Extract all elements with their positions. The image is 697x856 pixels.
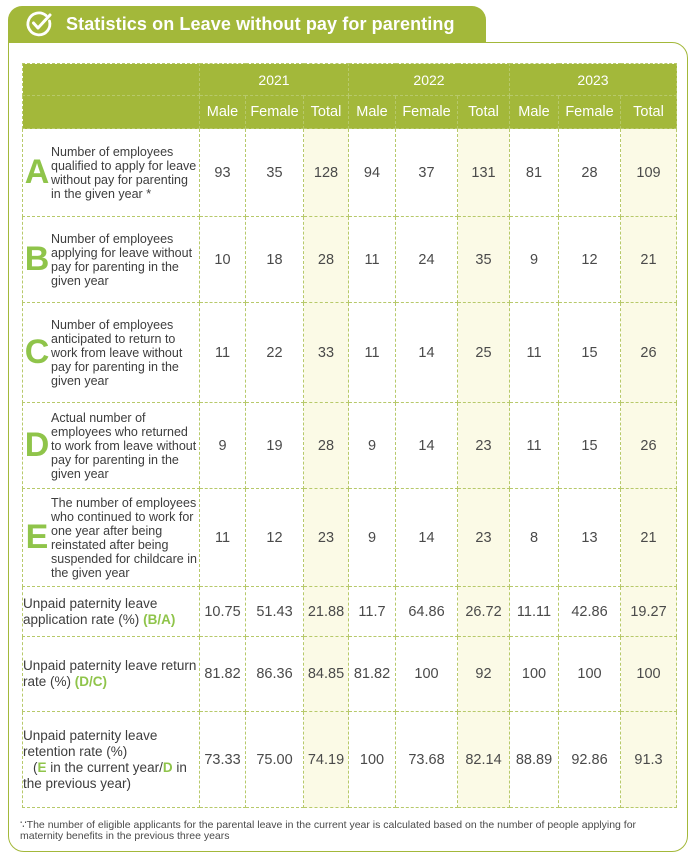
table-cell: 23 [304,489,349,587]
table-cell: 21 [621,217,677,303]
table-row [23,587,677,637]
column-header: Male [510,96,559,129]
table-cell: 14 [396,303,458,403]
table-cell: 11 [510,403,559,489]
subheader-row [23,96,677,129]
table-cell: 75.00 [246,712,304,808]
table-cell: 73.33 [200,712,246,808]
table-cell: 74.19 [304,712,349,808]
table-cell: 15 [559,403,621,489]
table-cell: 9 [200,403,246,489]
table-cell: 19 [246,403,304,489]
title-bar [8,6,486,42]
row-description: Number of employees anticipated to return to work from leave without pay for parenting in the given year [51,317,183,388]
row-description: Actual number of employees who returned to work from leave without pay for parenting in the given year [51,410,197,481]
table-cell: 73.68 [396,712,458,808]
column-header: Female [559,96,621,129]
table-cell: 24 [396,217,458,303]
rate-formula: (D/C) [74,674,108,689]
row-letter: E [25,518,49,556]
table-cell: 11 [200,489,246,587]
year-header: 2023 [510,64,677,96]
table-cell: 86.36 [246,637,304,712]
table-cell: 23 [458,403,510,489]
table-cell: 92.86 [559,712,621,808]
rate-label [23,587,200,637]
table-cell: 100 [349,712,396,808]
table-cell: 26 [621,403,677,489]
column-header: Total [304,96,349,129]
table-cell: 51.43 [246,587,304,637]
column-header: Female [396,96,458,129]
row-letter: D [24,426,50,464]
table-cell: 8 [510,489,559,587]
table-cell: 100 [621,637,677,712]
table-cell: 37 [396,129,458,217]
row-description: Number of employees qualified to apply for leave without pay for parenting in the given year * [51,144,197,201]
table-row [23,403,677,489]
footnote: ∵The number of eligible applicants for the parental leave in the current year is calculated based on the number of people applying for maternity benefits in the previous three years [20,819,637,842]
table-cell: 100 [396,637,458,712]
table-cell: 14 [396,489,458,587]
year-header: 2021 [200,64,349,96]
year-header: 2022 [349,64,510,96]
table-cell: 81 [510,129,559,217]
header-corner [23,96,200,129]
row-label [23,303,200,403]
rate-formula-end: in the previous year) [23,759,187,791]
table-cell: 18 [246,217,304,303]
row-letter: C [24,333,50,371]
table-cell: 11 [349,303,396,403]
rate-formula-e: E [37,759,47,775]
row-letter: B [24,240,50,278]
row-letter: A [24,153,50,191]
table-row [23,489,677,587]
rate-label-text: Unpaid paternity leave return rate (%) [23,658,197,689]
rate-formula: (B/A) [143,611,176,627]
table-cell: 11 [510,303,559,403]
row-label [23,489,200,587]
table-cell: 21 [621,489,677,587]
table-cell: 11.11 [510,587,559,637]
column-header: Total [458,96,510,129]
table-cell: 28 [304,403,349,489]
rate-label-text: Unpaid paternity leave retention rate (%) [23,727,158,759]
table-cell: 28 [559,129,621,217]
table-cell: 92 [458,637,510,712]
table-cell: 42.86 [559,587,621,637]
header-corner [23,64,200,96]
table-row [23,712,677,808]
rate-formula-d: D [162,759,173,775]
table-cell: 26.72 [458,587,510,637]
year-header-row [23,64,677,96]
table-cell: 109 [621,129,677,217]
table-cell: 12 [246,489,304,587]
table-cell: 9 [510,217,559,303]
table-cell: 11 [200,303,246,403]
table-cell: 81.82 [349,637,396,712]
table-cell: 82.14 [458,712,510,808]
table-cell: 15 [559,303,621,403]
table-cell: 35 [246,129,304,217]
checkmark-circle-icon [24,9,54,39]
row-description: The number of employees who continued to work for one year after being reinstated after being suspended for childcare in the given year [51,495,197,580]
rate-formula-paren: ( [33,759,38,775]
rate-formula-mid: in the current year/ [46,759,163,775]
rate-label [23,637,200,712]
table-row [23,303,677,403]
table-cell: 11 [349,217,396,303]
row-label [23,403,200,489]
table-cell: 11.7 [349,587,396,637]
table-cell: 35 [458,217,510,303]
table-cell: 10.75 [200,587,246,637]
column-header: Total [621,96,677,129]
table-cell: 10 [200,217,246,303]
table-cell: 28 [304,217,349,303]
table-cell: 33 [304,303,349,403]
table-cell: 14 [396,403,458,489]
table-cell: 91.3 [621,712,677,808]
table-cell: 93 [200,129,246,217]
table-row [23,637,677,712]
table-cell: 25 [458,303,510,403]
rate-label-text: Unpaid paternity leave application rate (%) [23,595,158,627]
column-header: Male [200,96,246,129]
table-cell: 84.85 [304,637,349,712]
table-cell: 88.89 [510,712,559,808]
table-cell: 19.27 [621,587,677,637]
table-cell: 100 [510,637,559,712]
page-title: Statistics on Leave without pay for parenting [66,13,455,34]
table-cell: 12 [559,217,621,303]
table-row [23,217,677,303]
table-cell: 94 [349,129,396,217]
table-cell: 100 [559,637,621,712]
table-cell: 13 [559,489,621,587]
table-cell: 9 [349,403,396,489]
table-cell: 128 [304,129,349,217]
statistics-table [22,63,677,808]
column-header: Female [246,96,304,129]
column-header: Male [349,96,396,129]
table-cell: 9 [349,489,396,587]
row-label [23,217,200,303]
table-cell: 26 [621,303,677,403]
table-cell: 23 [458,489,510,587]
row-label [23,129,200,217]
table-cell: 21.88 [304,587,349,637]
table-cell: 64.86 [396,587,458,637]
table-row [23,129,677,217]
table-cell: 22 [246,303,304,403]
row-description: Number of employees applying for leave without pay for parenting in the given year [51,231,193,288]
table-cell: 131 [458,129,510,217]
rate-label [23,712,200,808]
table-cell: 81.82 [200,637,246,712]
